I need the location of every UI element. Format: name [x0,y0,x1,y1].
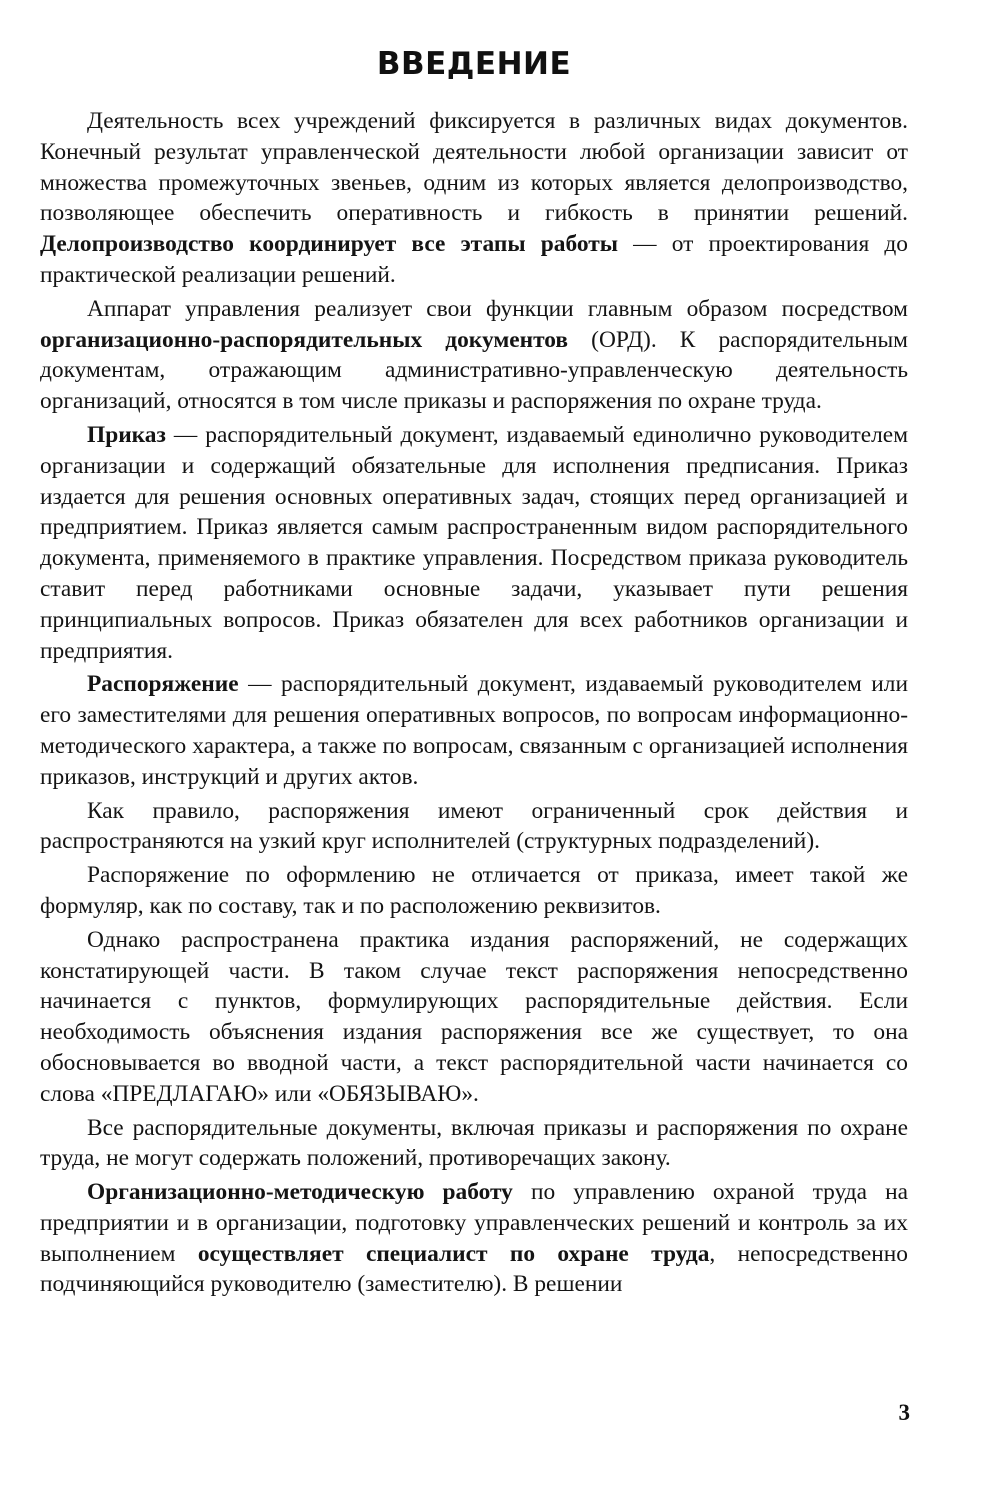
paragraph-4 [40,669,908,792]
paragraph-text: , непосредственно подчиняющийся руководителю (заместителю). В решении [40,1240,908,1298]
paragraph-5 [40,796,908,858]
bold-term: Делопроизводство координирует все этапы работы [40,231,618,258]
paragraph-text: Распоряжение по оформлению не отличается от приказа, имеет такой же формуляр, как по составу, так и по расположению реквизитов. [40,862,908,919]
bold-term: Приказ [87,421,166,448]
page-number: 3 [898,1400,910,1425]
paragraph-6 [40,860,908,922]
paragraph-7 [40,925,908,1110]
paragraph-3 [40,420,908,666]
paragraph-text: по управлению охраной труда на предприятии и в организации, подготовку управленческих решений и контроль за их выполнением [40,1179,908,1267]
paragraph-text: Деятельность всех учреждений фиксируется в различных видах документов. Конечный результат управленческой деятельности любой организации зависит от множества промежуточных звеньев, одним из которых является делопроизводство, позволяющее обеспечить оперативность и гибкость в принятии решений. [40,108,908,227]
bold-term: Распоряжение [87,671,239,698]
paragraph-9 [40,1177,908,1300]
page-title: ВВЕДЕНИЕ [376,46,572,82]
paragraph-text: (ОРД). К распорядительным документам, отражающим административно-управленческую деятельность организаций, относятся в том числе приказы и распоряжения по охране труда. [40,326,908,415]
paragraph-text: Однако распространена практика издания распоряжений, не содержащих констатирующей части. В таком случае текст распоряжения непосредственно начинается с пунктов, формулирующих распорядительные действия. Если необходимость объяснения издания распоряжения все же существует, то она обосновывается во вводной части, а текст распорядительной части начинается со слова «ПРЕДЛАГАЮ» или «ОБЯЗЫВАЮ». [40,926,908,1107]
paragraph-text: Как правило, распоряжения имеют ограниченный срок действия и распространяются на узкий круг исполнителей (структурных подразделений). [40,797,908,855]
paragraph-text: — распорядительный документ, издаваемый единолично руководителем организации и содержащий обязательные для исполнения предписания. Приказ издается для решения основных оперативных задач, стоящих перед организацией и предприятием. Приказ является самым распространенным видом распорядительного документа, применяемого в практике управления. Посредством приказа руководитель ставит перед работниками основные задачи, указывает пути решения принципиальных вопросов. Приказ обязателен для всех работников организации и предприятия. [40,421,908,664]
paragraph-8 [40,1113,908,1175]
paragraph-text: — распорядительный документ, издаваемый руководителем или его заместителями для решения оперативных вопросов, по вопросам информационно-методического характера, а также по вопросам, связанным с организацией исполнения приказов, инструкций и других актов. [40,671,908,790]
bold-term: Организационно-методическую работу [87,1179,513,1206]
bold-term: организационно-распорядительных документов [40,326,569,353]
paragraph-1 [40,106,908,291]
paragraph-text: Все распорядительные документы, включая приказы и распоряжения по охране труда, не могут содержать положений, противоречащих закону. [40,1114,908,1172]
bold-term: осуществляет специалист по охране труда [197,1240,710,1267]
paragraph-text: Аппарат управления реализует свои функции главным образом посредством [87,295,908,322]
paragraph-2 [40,294,908,417]
paragraph-text: — от проектирования до практической реализации решений. [40,231,908,288]
document-page [40,0,908,1303]
